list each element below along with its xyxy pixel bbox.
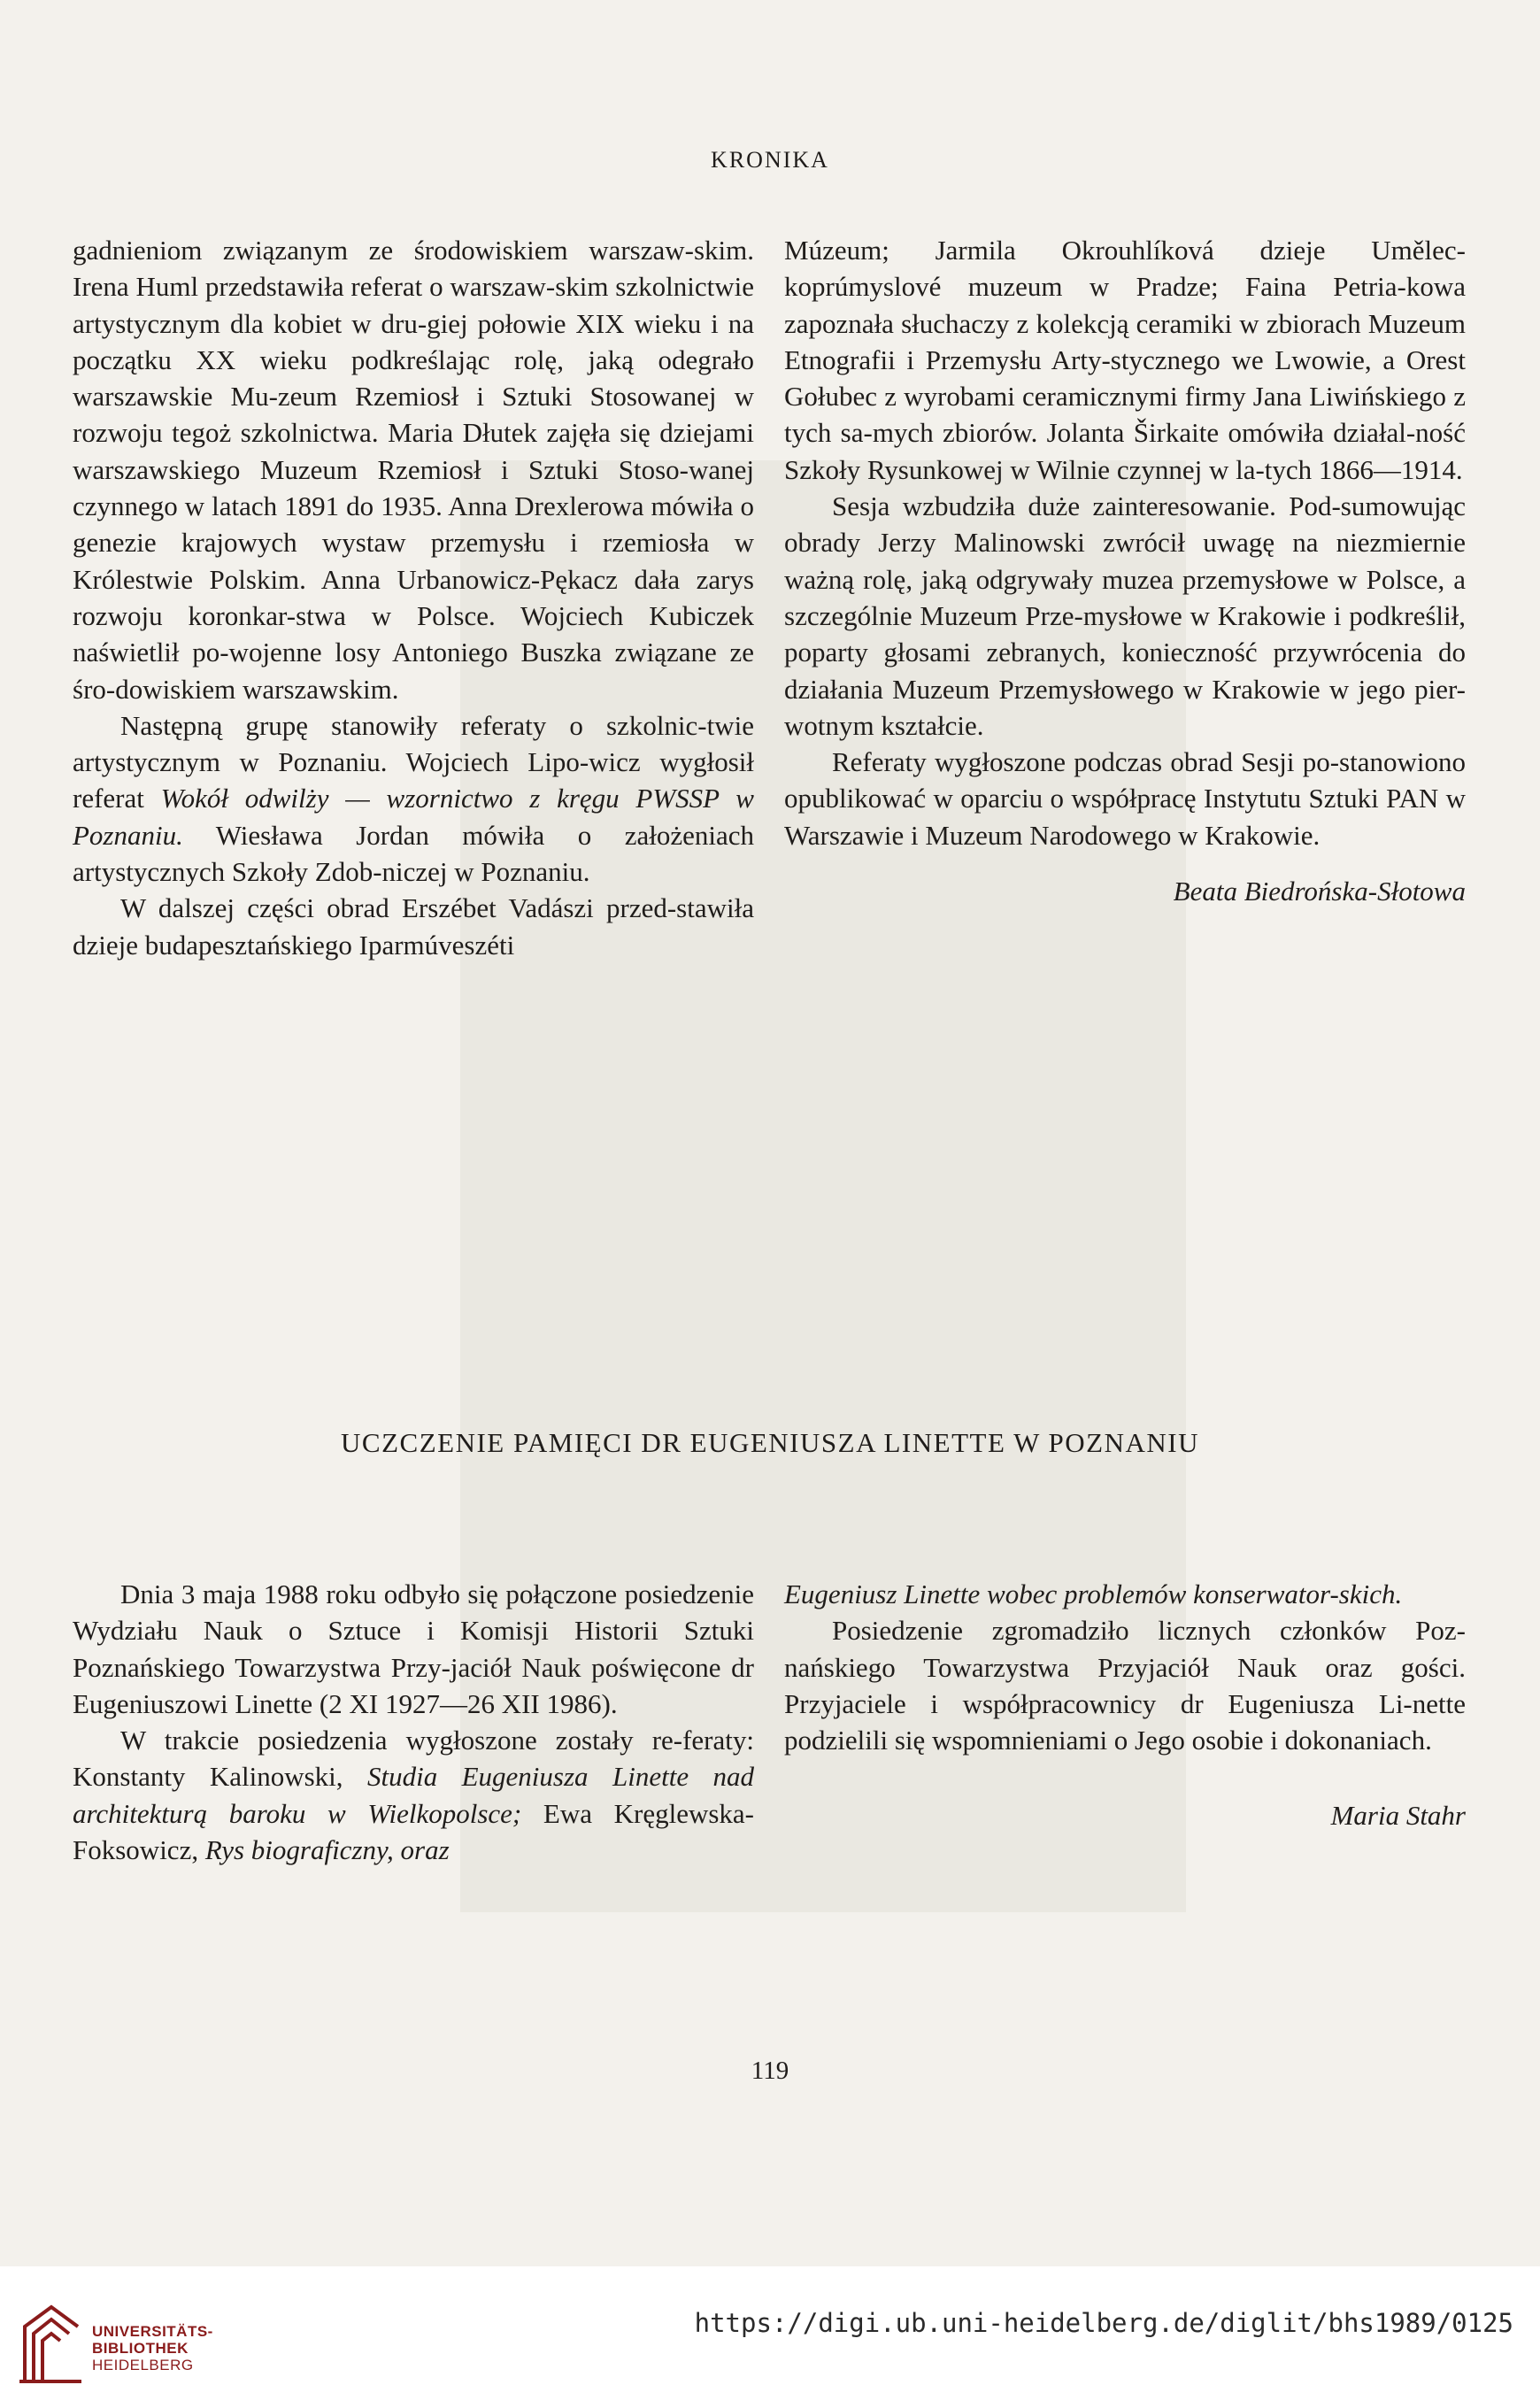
paragraph: Dnia 3 maja 1988 roku odbyło się połączone posiedzenie Wydziału Nauk o Sztuce i Komisji Historii Sztuki Poznańskiego Towarzystwa Przy-jaciół Nauk poświęcone dr Eugeniuszowi Linette (2 XI 1927—26 XII 1986). [73,1578,754,1719]
author-signature: Maria Stahr [1330,1800,1466,1832]
source-url-link[interactable]: https://digi.ub.uni-heidelberg.de/diglit/bhs1989/0125 [694,2308,1513,2338]
library-logo-icon [16,2300,85,2385]
paragraph: gadnieniom związanym ze środowiskiem warszaw-skim. Irena Huml przedstawiła referat o warszaw-skim szkolnictwie artystycznym dla kobiet w dru-giej połowie XIX wieku i na początku XX wieku podkreślając rolę, jaką odegrało warszawskie Mu-zeum Rzemiosł i Sztuki Stosowanej w rozwoju tegoż szkolnictwa. Maria Dłutek zajęła się dziejami warszawskiego Muzeum Rzemiosł i Sztuki Stoso-wanej czynnego w latach 1891 do 1935. Anna Drexlerowa mówiła o genezie krajowych wystaw przemysłu i rzemiosła w Królestwie Polskim. Anna Urbanowicz-Pękacz dała zarys rozwoju koronkar-stwa w Polsce. Wojciech Kubiczek naświetlił po-wojenne losy Antoniego Buszka związane ze śro-dowiskiem warszawskim. [73,235,754,705]
italic-title: Eugeniusz Linette wobec problemów konserwator-skich. [784,1578,1403,1609]
paragraph: W trakcie posiedzenia wygłoszone zostały re-feraty: Konstanty Kalinowski, Studia Eugeniusza Linette nad architekturą baroku w Wielkopolsce; Ewa Kręglewska-Foksowicz, Rys biograficzny, oraz [73,1725,754,1866]
article-column-right [784,232,1466,909]
running-head: KRONIKA [711,147,829,173]
article-column-right [784,1576,1466,1834]
paragraph: Sesja wzbudziła duże zainteresowanie. Pod-sumowując obrady Jerzy Malinowski zwrócił uwagę na niezmiernie ważną rolę, jaką odgrywały muzea przemysłowe w Polsce, a szczególnie Muzeum Prze-mysłowe w Krakowie i podkreślił, poparty głosami zebranych, konieczność przywrócenia do działania Muzeum Przemysłowego w Krakowie w jego pier-wotnym kształcie. [784,490,1466,741]
italic-title: Rys biograficzny, oraz [204,1834,450,1866]
italic-title: Wokół odwilży — wzornictwo z kręgu PWSSP w Poznaniu. [73,783,754,851]
italic-title: Studia Eugeniusza Linette nad architekturą baroku w Wielkopolsce; [73,1761,754,1829]
paragraph: Posiedzenie zgromadziło licznych członków Poz-nańskiego Towarzystwa Przyjaciół Nauk oraz gości. Przyjaciele i współpracownicy dr Eugeniusza Li-nette podzielili się wspomnieniami o Jego osobie i dokonaniach. [784,1615,1466,1756]
paragraph: W dalszej części obrad Erszébet Vadászi przed-stawiła dzieje budapesztańskiego Iparmúveszéti [73,892,754,961]
article-column-left [73,232,754,963]
article-column-left [73,1576,754,1868]
paragraph: Referaty wygłoszone podczas obrad Sesji po-stanowiono opublikować w oparciu o współpracę Instytutu Sztuki PAN w Warszawie i Muzeum Narodowego w Krakowie. [784,746,1466,851]
section-title: UCZCZENIE PAMIĘCI DR EUGENIUSZA LINETTE W POZNANIU [341,1427,1199,1458]
author-signature: Beata Biedrońska-Słotowa [1173,876,1466,907]
paragraph: Następną grupę stanowiły referaty o szkolnic-twie artystycznym w Poznaniu. Wojciech Lipo-wicz wygłosił referat Wokół odwilży — wzornictwo z kręgu PWSSP w Poznaniu. Wiesława Jordan mówiła o założeniach artystycznych Szkoły Zdob-niczej w Poznaniu. [73,709,754,888]
paragraph [784,1576,1466,1612]
library-logo-text: UNIVERSITÄTS- BIBLIOTHEK HEIDELBERG [92,2323,213,2373]
page-number: 119 [751,2057,789,2085]
paragraph: Múzeum; Jarmila Okrouhlíková dzieje Umělec-koprúmyslové muzeum w Pradze; Faina Petria-kowa zapoznała słuchaczy z kolekcją ceramiki w zbiorach Muzeum Etnografii i Przemysłu Arty-stycznego we Lwowie, a Orest Gołubec z wyrobami ceramicznymi firmy Jana Liwińskiego z tych sa-mych zbiorów. Jolanta Širkaite omówiła działal-ność Szkoły Rysunkowej w Wilnie czynnej w la-tych 1866—1914. [784,235,1466,485]
